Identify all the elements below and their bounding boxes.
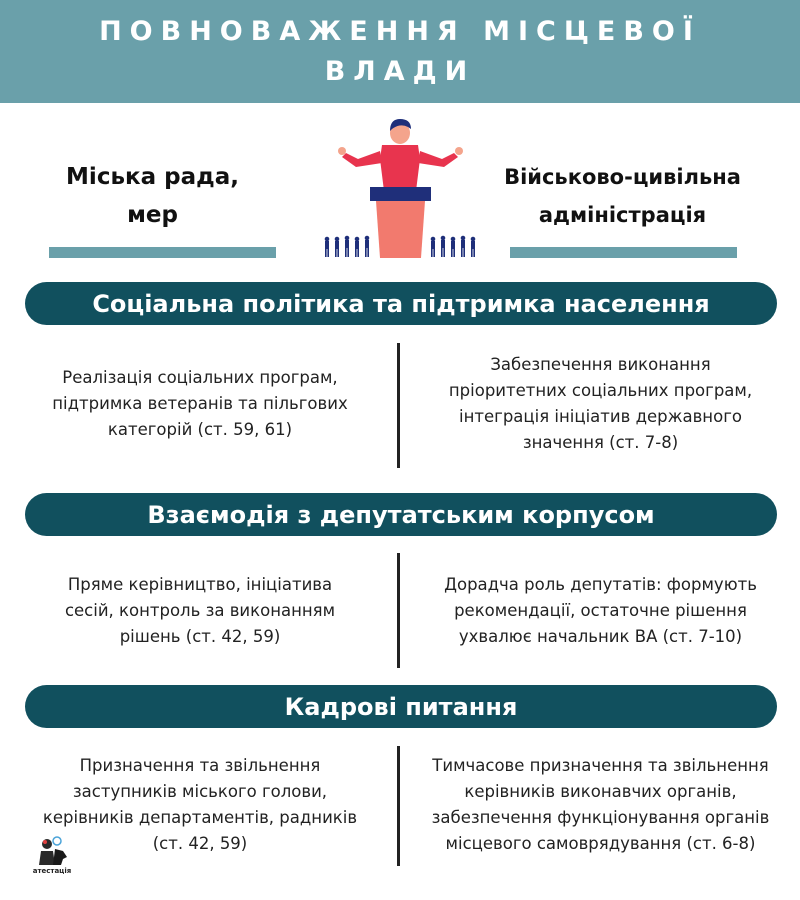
column-underline-left — [49, 247, 276, 258]
speaker-at-podium-icon — [318, 115, 483, 265]
column-divider — [397, 343, 400, 468]
section-2-administration-text: Дорадча роль депутатів: формують рекомендації, остаточне рішення ухвалює начальник ВА (ст. 7-10) — [444, 574, 757, 646]
section-title-deputies-interaction: Взаємодія з депутатським корпусом — [25, 493, 777, 536]
column-underline-right — [510, 247, 737, 258]
atestatsiia-logo-icon — [27, 835, 77, 867]
column-divider — [397, 746, 400, 866]
column-divider — [397, 553, 400, 668]
page-title-line-2: ВЛАДИ — [324, 55, 476, 87]
page-header — [0, 0, 800, 103]
column-title-city-council: Міська рада, мер — [66, 164, 239, 228]
section-title-social-policy: Соціальна політика та підтримка населення — [25, 282, 777, 325]
section-title-personnel: Кадрові питання — [25, 685, 777, 728]
section-1-administration-text: Забезпечення виконання пріоритетних соціальних програм, інтеграція ініціатив державного значення (ст. 7-8) — [448, 355, 753, 452]
section-3-administration-text: Тимчасове призначення та звільнення керівників виконавчих органів, забезпечення функціонування органів місцевого самоврядування (ст. 6-8) — [431, 756, 770, 853]
section-2-city-council-text: Пряме керівництво, ініціатива сесій, контроль за виконанням рішень (ст. 42, 59) — [64, 574, 336, 646]
atestatsiia-logo — [27, 835, 77, 880]
logo-text: атестація — [32, 867, 72, 875]
page-title-line-1: ПОВНОВАЖЕННЯ МІСЦЕВОЇ — [99, 15, 701, 47]
column-title-military-civil-administration: Військово-цивільна адміністрація — [504, 165, 741, 227]
section-3-city-council-text: Призначення та звільнення заступників міського голови, керівників департаментів, радників (ст. 42, 59) — [42, 756, 358, 853]
section-1-city-council-text: Реалізація соціальних програм, підтримка ветеранів та пільгових категорій (ст. 59, 61) — [52, 368, 348, 439]
